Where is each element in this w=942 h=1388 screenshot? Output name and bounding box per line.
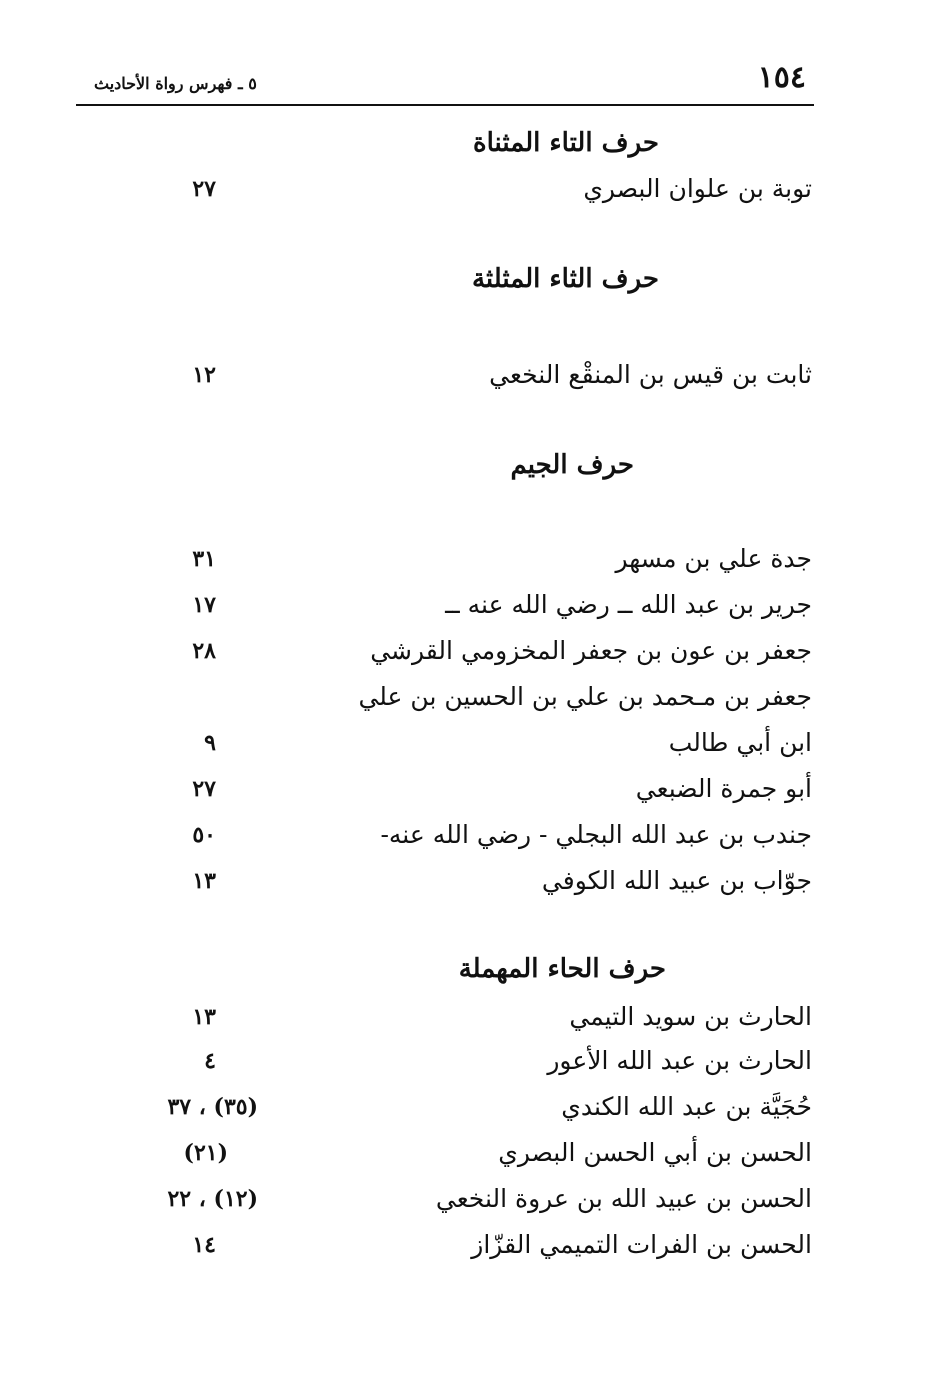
- section-heading-thaa: حرف الثاء المثلثة: [471, 264, 659, 294]
- entry-name: الحسن بن عبيد الله بن عروة النخعي: [435, 1184, 812, 1213]
- section-heading-jeem: حرف الجيم: [510, 450, 634, 480]
- entry-ref: (٣٥) ، ٣٧: [167, 1094, 258, 1120]
- entry-name: الحسن بن أبي الحسن البصري: [498, 1138, 812, 1167]
- entry-ref: ١٣: [192, 868, 216, 894]
- running-header: [76, 60, 814, 106]
- entry-ref: ١٣: [192, 1004, 216, 1030]
- entry-ref: ٢٨: [192, 638, 216, 664]
- entry-ref: ٢٧: [192, 176, 216, 202]
- entry-name: جعفر بن مـحمد بن علي بن الحسين بن علي: [358, 682, 812, 711]
- entry-name: أبو جمرة الضبعي: [635, 774, 812, 803]
- entry-name: جرير بن عبد الله ــ رضي الله عنه ــ: [445, 590, 812, 619]
- entry-ref: ٤: [204, 1048, 216, 1074]
- entry-ref: ٩: [204, 730, 216, 756]
- entry-ref: ١٢: [192, 362, 216, 388]
- entry-name: توبة بن علوان البصري: [583, 174, 812, 203]
- running-title: ٥ ـ فهرس رواة الأحاديث: [94, 74, 257, 93]
- entry-ref: ٣١: [192, 546, 216, 572]
- entry-name: جندب بن عبد الله البجلي - رضي الله عنه-: [380, 820, 812, 849]
- entry-ref: ٢٧: [192, 776, 216, 802]
- entry-name: الحسن بن الفرات التميمي القزّاز: [471, 1230, 812, 1259]
- section-heading-taa: حرف التاء المثناة: [472, 128, 659, 158]
- section-heading-haa: حرف الحاء المهملة: [458, 954, 666, 984]
- entry-name: ثابت بن قيس بن المنقْع النخعي: [489, 360, 812, 389]
- entry-ref: (٢١): [183, 1140, 228, 1166]
- page-number: ١٥٤: [757, 60, 806, 95]
- entry-name: جوّاب بن عبيد الله الكوفي: [541, 866, 812, 895]
- entry-ref: (١٢) ، ٢٢: [167, 1186, 258, 1212]
- entry-name: حُجَيَّة بن عبد الله الكندي: [561, 1092, 812, 1121]
- entry-ref: ٥٠: [192, 822, 216, 848]
- entry-ref: ١٤: [192, 1232, 216, 1258]
- entry-name: الحارث بن عبد الله الأعور: [547, 1046, 812, 1075]
- entry-name: الحارث بن سويد التيمي: [569, 1002, 812, 1031]
- entry-name: جعفر بن عون بن جعفر المخزومي القرشي: [370, 636, 812, 665]
- entry-name: ابن أبي طالب: [668, 728, 812, 757]
- entry-ref: ١٧: [192, 592, 216, 618]
- entry-name: جدة علي بن مسهر: [615, 544, 812, 573]
